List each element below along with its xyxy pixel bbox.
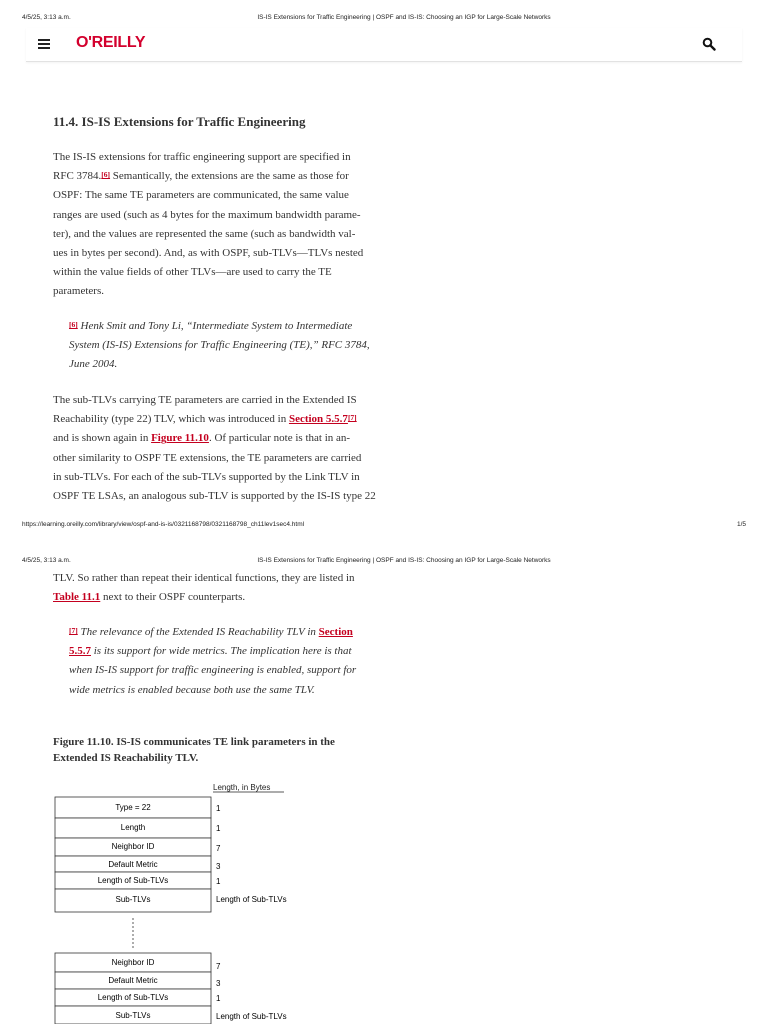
text-line: when IS-IS support for traffic engineering is enabled, support for (69, 664, 357, 677)
field-label: Length of Sub-TLVs (97, 876, 169, 885)
text-span: and is shown again in (53, 432, 152, 445)
oreilly-logo[interactable]: O'REILLY (76, 34, 146, 51)
hamburger-icon[interactable] (38, 37, 50, 49)
print-date: 4/5/25, 3:13 a.m. (22, 557, 71, 564)
text-span: is its support for wide metrics. The implication here is that (91, 645, 352, 658)
field-label: Default Metric (108, 976, 158, 985)
text-span: Semantically, the extensions are the same as those for (110, 170, 349, 183)
field-length: Length of Sub-TLVs (216, 1012, 287, 1021)
field-length: 1 (216, 804, 221, 813)
text-line: The IS-IS extensions for traffic engineering support are specified in (53, 151, 351, 163)
footnote-link-7[interactable]: [7] (347, 413, 357, 423)
text-line: wide metrics is enabled because both use the same TLV. (69, 683, 315, 696)
field-label: Length of Sub-TLVs (97, 993, 169, 1002)
text-line: June 2004. (69, 358, 118, 371)
print-url: https://learning.oreilly.com/library/view/ospf-and-is-is/0321168798/0321168798_ch11lev1sec4.html (22, 521, 305, 528)
field-length: 1 (216, 994, 221, 1003)
print-footer (0, 519, 768, 533)
field-label: Default Metric (108, 860, 158, 869)
footnote-6 (69, 317, 421, 375)
print-page-number: 1/5 (736, 521, 746, 528)
field-label: Type = 22 (115, 803, 151, 812)
field-label: Sub-TLVs (115, 1011, 151, 1020)
print-title: IS-IS Extensions for Traffic Engineering | OSPF and IS-IS: Choosing an IGP for Large-Scale Networks (257, 14, 551, 21)
text-line: OSPF TE LSAs, an analogous sub-TLV is supported by the IS-IS type 22 (53, 490, 376, 503)
text-line: OSPF: The same TE parameters are communicated, the same value (53, 189, 349, 202)
figure-11-10-link[interactable]: Figure 11.10 (151, 432, 209, 445)
print-header (0, 10, 768, 24)
text-span: Henk Smit and Tony Li, “Intermediate System to Intermediate (77, 320, 353, 332)
footnote-7 (69, 623, 421, 700)
tlv-top-group (55, 797, 287, 912)
field-length: 1 (216, 824, 221, 833)
field-length: 7 (216, 962, 221, 971)
text-line (53, 588, 425, 607)
text-line: System (IS-IS) Extensions for Traffic Engineering (TE),” RFC 3784, (69, 339, 370, 352)
text-span: . Of particular note is that in an- (208, 432, 351, 445)
text-span: RFC 3784. (53, 170, 102, 183)
tlv-diagram (50, 780, 350, 1029)
field-length: 7 (216, 844, 221, 853)
text-span: The relevance of the Extended IS Reachability TLV in (77, 626, 319, 638)
field-length: 1 (216, 877, 221, 886)
field-label: Neighbor ID (111, 842, 155, 851)
text-line: within the value fields of other TLVs—are used to carry the TE (53, 266, 332, 279)
text-line: Figure 11.10. IS-IS communicates TE link parameters in the (53, 736, 335, 748)
print-title: IS-IS Extensions for Traffic Engineering | OSPF and IS-IS: Choosing an IGP for Large-Scale Networks (257, 557, 551, 564)
text-line: TLV. So rather than repeat their identical functions, they are listed in (53, 572, 355, 584)
print-date: 4/5/25, 3:13 a.m. (22, 14, 71, 21)
footnote-marker-6[interactable]: [6] (69, 320, 78, 329)
field-length: Length of Sub-TLVs (216, 895, 287, 904)
col-header: Length, in Bytes (213, 783, 271, 792)
text-line: ranges are used (such as 4 bytes for the maximum bandwidth parame- (53, 208, 361, 221)
search-icon[interactable] (702, 37, 716, 51)
text-line: The sub-TLVs carrying TE parameters are carried in the Extended IS (53, 394, 357, 406)
text-line: other similarity to OSPF TE extensions, the TE parameters are carried (53, 451, 362, 464)
section-5-5-7-link[interactable]: Section 5.5.7 (288, 413, 348, 426)
text-span: Reachability (type 22) TLV, which was introduced in (53, 413, 289, 426)
field-length: 3 (216, 979, 221, 988)
text-line: in sub-TLVs. For each of the sub-TLVs supported by the Link TLV in (53, 470, 360, 483)
text-line: ter), and the values are represented the same (such as bandwidth val- (53, 227, 356, 240)
text-line (69, 642, 421, 661)
text-line (53, 410, 425, 429)
text-line: parameters. (53, 285, 104, 298)
paragraph-1 (53, 148, 425, 302)
footnote-link-6[interactable]: [6] (101, 170, 111, 180)
text-line (53, 167, 425, 186)
text-line (69, 317, 421, 336)
text-span: next to their OSPF counterparts. (100, 591, 246, 604)
paragraph-2-continued (53, 569, 425, 607)
field-length: 3 (216, 862, 221, 871)
navbar (26, 28, 742, 62)
tlv-bottom-group (55, 953, 287, 1024)
text-line (69, 623, 421, 642)
paragraph-2 (53, 391, 425, 506)
print-header-2 (0, 553, 768, 567)
text-line: ues in bytes per second). And, as with OSPF, sub-TLVs—TLVs nested (53, 247, 364, 260)
footnote-marker-7[interactable]: [7] (69, 626, 78, 635)
table-11-1-link[interactable]: Table 11.1 (53, 591, 101, 604)
figure-caption (53, 734, 413, 766)
field-label: Neighbor ID (111, 958, 155, 967)
text-line (53, 429, 425, 448)
tlv-diagram-svg (50, 780, 350, 1024)
field-label: Sub-TLVs (115, 895, 151, 904)
section-5-5-7-link-2[interactable]: 5.5.7 (69, 645, 91, 658)
text-line: Extended IS Reachability TLV. (53, 752, 199, 764)
field-label: Length (120, 823, 146, 832)
section-link[interactable]: Section (318, 626, 353, 638)
section-heading: 11.4. IS-IS Extensions for Traffic Engineering (53, 114, 306, 129)
